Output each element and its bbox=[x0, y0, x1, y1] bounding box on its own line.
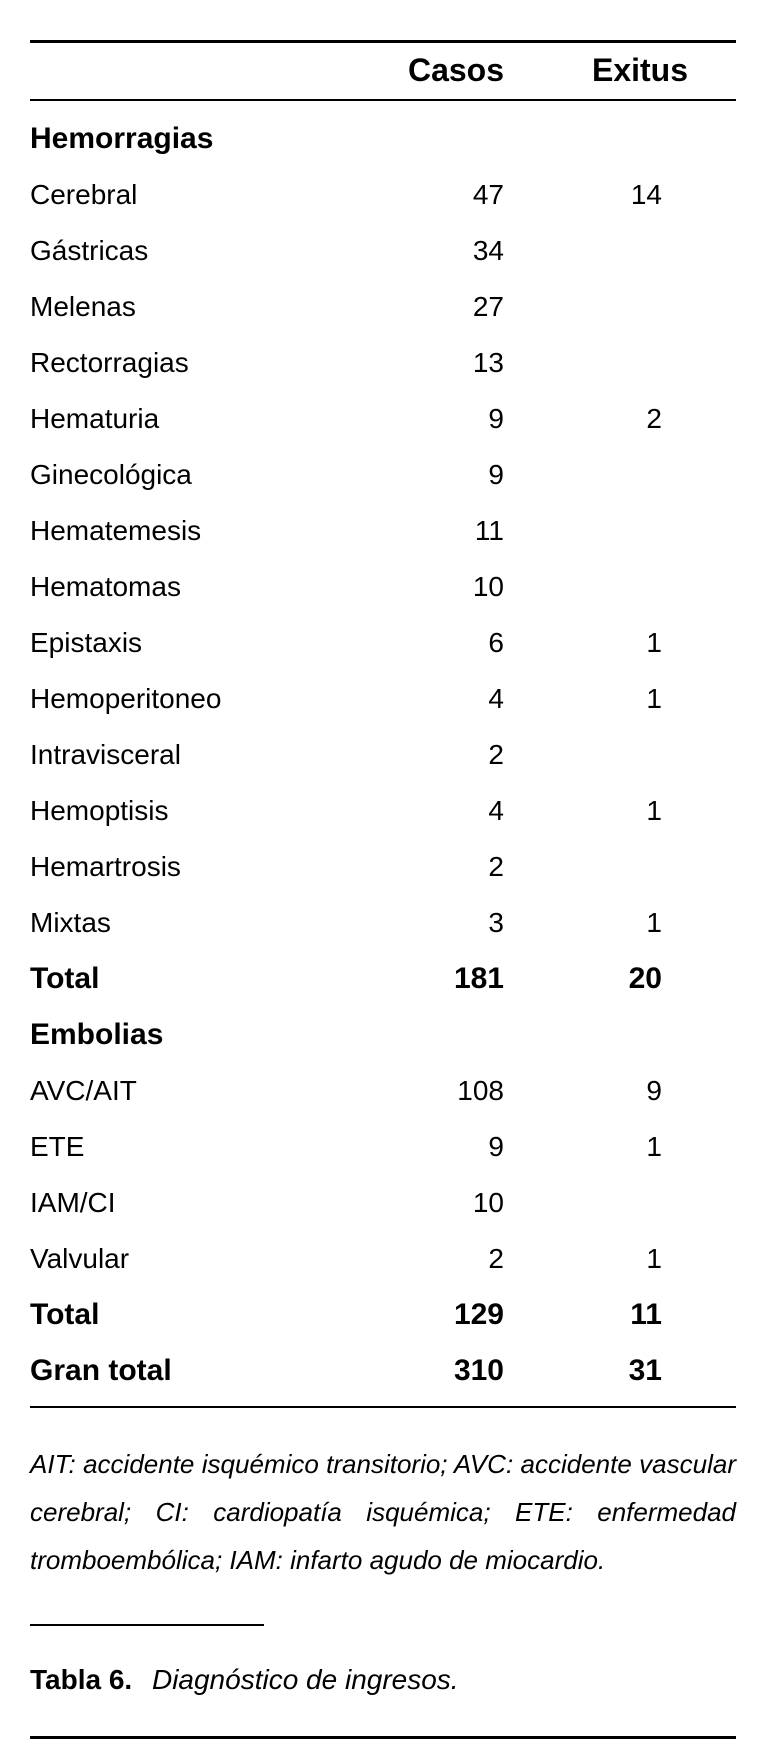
table-row bbox=[30, 167, 736, 223]
total-row bbox=[30, 1287, 736, 1343]
cell-casos: 129 bbox=[453, 1298, 504, 1331]
row-label: Valvular bbox=[30, 1243, 130, 1274]
table-bottom-rule bbox=[30, 1406, 736, 1408]
row-label: Gástricas bbox=[30, 235, 149, 266]
row-label: Mixtas bbox=[30, 907, 111, 938]
cell-casos: 27 bbox=[472, 291, 504, 322]
cell-exitus: 14 bbox=[630, 179, 662, 210]
cell-exitus: 20 bbox=[628, 962, 662, 995]
data-table bbox=[30, 111, 736, 1399]
total-row bbox=[30, 1343, 736, 1399]
cell-exitus: 2 bbox=[646, 403, 662, 434]
cell-casos: 9 bbox=[488, 1131, 504, 1162]
cell-casos: 6 bbox=[488, 627, 504, 658]
cell-casos: 3 bbox=[488, 907, 504, 938]
row-label: Ginecológica bbox=[30, 459, 192, 490]
row-label: Hemartrosis bbox=[30, 851, 181, 882]
table-row bbox=[30, 1175, 736, 1231]
row-label: Hematuria bbox=[30, 403, 160, 434]
cell-casos: 108 bbox=[457, 1075, 504, 1106]
table-row bbox=[30, 615, 736, 671]
cell-exitus: 1 bbox=[646, 627, 662, 658]
caption-label: Tabla 6. bbox=[30, 1664, 133, 1695]
cell-casos: 13 bbox=[472, 347, 504, 378]
table-row bbox=[30, 447, 736, 503]
cell-exitus: 31 bbox=[628, 1354, 662, 1387]
cell-casos: 4 bbox=[488, 795, 504, 826]
cell-casos: 181 bbox=[453, 962, 504, 995]
cell-casos: 9 bbox=[488, 403, 504, 434]
row-label: Epistaxis bbox=[30, 627, 143, 658]
cell-casos: 47 bbox=[472, 179, 504, 210]
table-row bbox=[30, 783, 736, 839]
row-label: Hematemesis bbox=[30, 515, 202, 546]
cell-exitus: 1 bbox=[646, 1131, 662, 1162]
cell-exitus: 1 bbox=[646, 683, 662, 714]
section-header-row bbox=[30, 1007, 736, 1063]
column-header-exitus: Exitus bbox=[591, 52, 689, 88]
cell-casos: 11 bbox=[474, 515, 504, 546]
cell-casos: 4 bbox=[488, 683, 504, 714]
table-row bbox=[30, 335, 736, 391]
row-label: ETE bbox=[30, 1131, 85, 1162]
cell-exitus: 9 bbox=[646, 1075, 662, 1106]
row-label: Hemorragias bbox=[30, 122, 214, 155]
row-label: Rectorragias bbox=[30, 347, 189, 378]
row-label: Total bbox=[30, 962, 100, 995]
cell-casos: 10 bbox=[472, 1187, 504, 1218]
row-label: Hemoperitoneo bbox=[30, 683, 222, 714]
table-top-rule bbox=[30, 40, 736, 43]
table-row bbox=[30, 1063, 736, 1119]
cell-exitus: 1 bbox=[646, 1243, 662, 1274]
row-label: Intravisceral bbox=[30, 739, 181, 770]
table-row bbox=[30, 391, 736, 447]
cell-exitus: 11 bbox=[630, 1298, 662, 1331]
cell-casos: 9 bbox=[488, 459, 504, 490]
caption-text: Diagnóstico de ingresos. bbox=[151, 1664, 459, 1695]
table-row bbox=[30, 223, 736, 279]
table-caption bbox=[30, 1656, 736, 1704]
header-rule bbox=[30, 99, 736, 101]
row-label: Gran total bbox=[30, 1354, 172, 1387]
row-label: Hematomas bbox=[30, 571, 181, 602]
cell-casos: 2 bbox=[488, 851, 504, 882]
column-header-casos: Casos bbox=[407, 52, 505, 88]
caption-bottom-rule bbox=[30, 1736, 736, 1739]
cell-casos: 2 bbox=[488, 1243, 504, 1274]
table-row bbox=[30, 671, 736, 727]
cell-exitus: 1 bbox=[646, 795, 662, 826]
row-label: Hemoptisis bbox=[30, 795, 169, 826]
table-row bbox=[30, 895, 736, 951]
cell-casos: 310 bbox=[453, 1354, 504, 1387]
cell-casos: 10 bbox=[472, 571, 504, 602]
row-label: Cerebral bbox=[30, 179, 138, 210]
table-row bbox=[30, 559, 736, 615]
table-row bbox=[30, 1119, 736, 1175]
row-label: AVC/AIT bbox=[30, 1075, 137, 1106]
cell-exitus: 1 bbox=[646, 907, 662, 938]
caption-separator-rule bbox=[30, 1624, 264, 1626]
row-label: IAM/CI bbox=[30, 1187, 116, 1218]
table-row bbox=[30, 839, 736, 895]
row-label: Melenas bbox=[30, 291, 136, 322]
section-header-row bbox=[30, 111, 736, 167]
table-row bbox=[30, 727, 736, 783]
cell-casos: 2 bbox=[488, 739, 504, 770]
cell-casos: 34 bbox=[472, 235, 504, 266]
row-label: Embolias bbox=[30, 1018, 164, 1051]
table-row bbox=[30, 279, 736, 335]
table-footnote: AIT: accidente isquémico transitorio; AVC: accidente vascular cerebral; CI: cardiopatía isquémica; ETE: enfermedad tromboembólica; IAM: infarto agudo de miocardio. bbox=[30, 1449, 736, 1575]
table-row bbox=[30, 503, 736, 559]
table-row bbox=[30, 1231, 736, 1287]
total-row bbox=[30, 951, 736, 1007]
row-label: Total bbox=[30, 1298, 100, 1331]
